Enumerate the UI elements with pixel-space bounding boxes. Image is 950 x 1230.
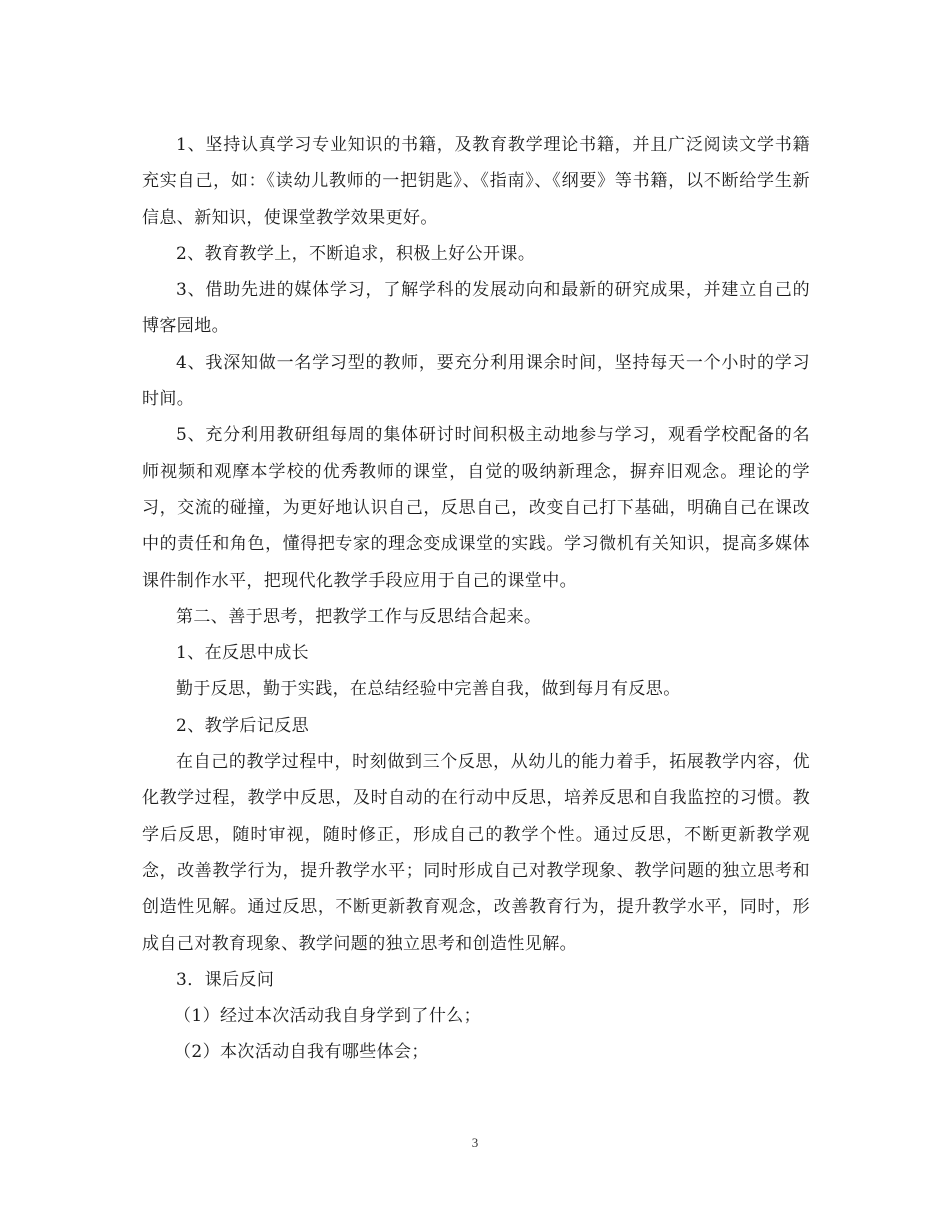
subheading-post-teaching-reflection: 2、教学后记反思 [176, 715, 310, 736]
paragraph-learning-time: 4、我深知做一名学习型的教师，要充分利用课余时间，坚持每天一个小时的学习时间。 [142, 352, 810, 410]
paragraph-study-books: 1、坚持认真学习专业知识的书籍，及教育教学理论书籍，并且广泛阅读文学书籍充实自己，如：《读幼儿教师的一把钥匙》、《指南》、《纲要》等书籍，以不断给学生新信息、新知识，使课堂教学效果更好。 [142, 135, 810, 228]
paragraph-research-group: 5、充分利用教研组每周的集体研讨时间积极主动地参与学习，观看学校配备的名师视频和观摩本学校的优秀教师的课堂，自觉的吸纳新理念，摒弃旧观念。理论的学习，交流的碰撞，为更好地认识自己，反思自己，改变自己打下基础，明确自己在课改中的责任和角色，懂得把专家的理念变成课堂的实践。学习微机有关知识，提高多媒体课件制作水平，把现代化教学手段应用于自己的课堂中。 [142, 425, 810, 591]
page-number: 3 [471, 1135, 479, 1150]
paragraph-monthly-reflection: 勤于反思，勤于实践，在总结经验中完善自我，做到每月有反思。 [176, 679, 681, 700]
list-item-question-1: （1）经过本次活动我自身学到了什么； [174, 1006, 482, 1027]
subheading-after-class-questions: 3．课后反问 [176, 969, 275, 990]
list-item-question-2: （2）本次活动自我有哪些体会； [174, 1042, 429, 1063]
subheading-grow-in-reflection: 1、在反思中成长 [176, 643, 310, 664]
paragraph-open-class: 2、教育教学上，不断追求，积极上好公开课。 [176, 243, 536, 264]
document-body [142, 127, 810, 1071]
paragraph-teaching-reflection: 在自己的教学过程中，时刻做到三个反思，从幼儿的能力着手，拓展教学内容，优化教学过程，教学中反思，及时自动的在行动中反思，培养反思和自我监控的习惯。教学后反思，随时审视，随时修正，形成自己的教学个性。通过反思，不断更新教学观念，改善教学行为，提升教学水平；同时形成自己对教学现象、教学问题的独立思考和创造性见解。通过反思，不断更新教育观念，改善教育行为，提升教学水平，同时，形成自己对教育现象、教学问题的独立思考和创造性见解。 [142, 752, 810, 954]
section-heading-reflection: 第二、善于思考，把教学工作与反思结合起来。 [176, 606, 542, 627]
paragraph-media-learning: 3、借助先进的媒体学习，了解学科的发展动向和最新的研究成果，并建立自己的博客园地。 [142, 280, 810, 337]
